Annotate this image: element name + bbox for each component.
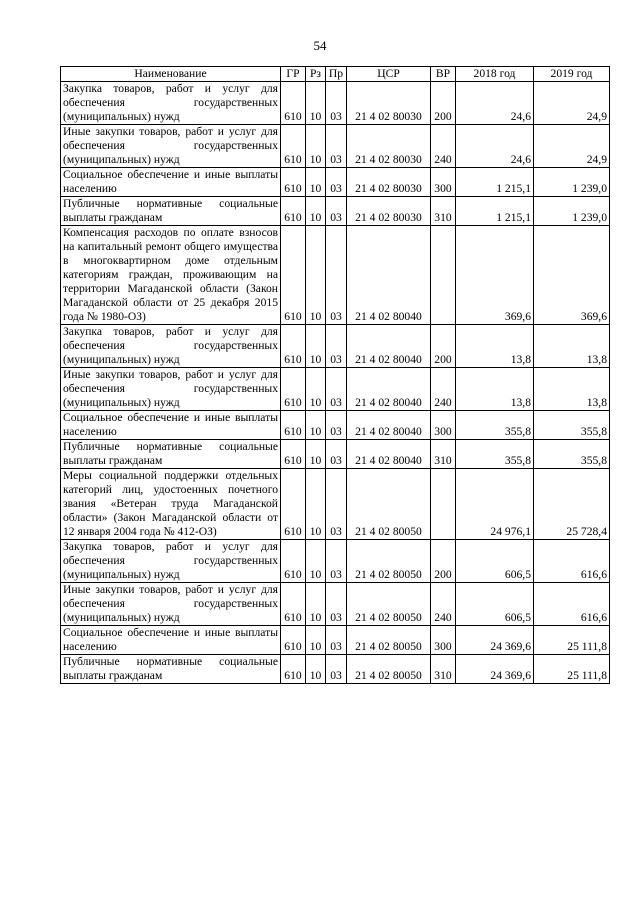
row-pr-cell: 03 <box>326 125 347 168</box>
row-2018-cell: 24,6 <box>456 82 534 125</box>
row-gr-cell: 610 <box>281 368 306 411</box>
row-csr-cell: 21 4 02 80050 <box>347 626 431 655</box>
row-2019-cell: 355,8 <box>534 411 610 440</box>
row-2019-cell: 25 111,8 <box>534 655 610 684</box>
row-2018-cell: 355,8 <box>456 411 534 440</box>
header-year-2019: 2019 год <box>534 67 610 82</box>
row-vr-cell: 200 <box>431 82 456 125</box>
budget-table <box>60 66 610 684</box>
row-csr-cell: 21 4 02 80040 <box>347 325 431 368</box>
row-pr-cell: 03 <box>326 168 347 197</box>
table-row <box>61 82 610 125</box>
row-vr-cell: 310 <box>431 655 456 684</box>
row-vr-cell <box>431 226 456 325</box>
row-rz-cell: 10 <box>306 226 326 325</box>
row-2019-cell: 24,9 <box>534 82 610 125</box>
row-csr-cell: 21 4 02 80050 <box>347 583 431 626</box>
row-2019-cell: 13,8 <box>534 325 610 368</box>
row-gr-cell: 610 <box>281 197 306 226</box>
row-rz-cell: 10 <box>306 411 326 440</box>
row-name-cell: Иные закупки товаров, работ и услуг для обеспечения государственных (муниципальных) нужд <box>61 583 281 626</box>
row-2019-cell: 616,6 <box>534 583 610 626</box>
table-row <box>61 469 610 540</box>
table-row <box>61 168 610 197</box>
row-pr-cell: 03 <box>326 540 347 583</box>
row-vr-cell: 200 <box>431 540 456 583</box>
row-pr-cell: 03 <box>326 82 347 125</box>
header-name: Наименование <box>61 67 281 82</box>
table-row <box>61 226 610 325</box>
row-2018-cell: 13,8 <box>456 368 534 411</box>
row-vr-cell: 300 <box>431 411 456 440</box>
row-name-cell: Меры социальной поддержки отдельных категорий лиц, удостоенных почетного звания «Ветеран труда Магаданской области» (Закон Магаданской области от 12 января 2004 года № 412-ОЗ) <box>61 469 281 540</box>
row-vr-cell: 240 <box>431 368 456 411</box>
row-name-cell: Публичные нормативные социальные выплаты гражданам <box>61 440 281 469</box>
row-csr-cell: 21 4 02 80040 <box>347 368 431 411</box>
row-gr-cell: 610 <box>281 626 306 655</box>
row-rz-cell: 10 <box>306 583 326 626</box>
table-row <box>61 440 610 469</box>
row-name-cell: Социальное обеспечение и иные выплаты населению <box>61 168 281 197</box>
row-2018-cell: 13,8 <box>456 325 534 368</box>
row-gr-cell: 610 <box>281 82 306 125</box>
row-gr-cell: 610 <box>281 168 306 197</box>
row-name-cell: Публичные нормативные социальные выплаты гражданам <box>61 655 281 684</box>
row-gr-cell: 610 <box>281 125 306 168</box>
row-csr-cell: 21 4 02 80030 <box>347 82 431 125</box>
row-name-cell: Социальное обеспечение и иные выплаты населению <box>61 626 281 655</box>
header-vr: ВР <box>431 67 456 82</box>
row-pr-cell: 03 <box>326 325 347 368</box>
row-2018-cell: 606,5 <box>456 583 534 626</box>
row-name-cell: Закупка товаров, работ и услуг для обеспечения государственных (муниципальных) нужд <box>61 82 281 125</box>
row-2019-cell: 1 239,0 <box>534 168 610 197</box>
row-gr-cell: 610 <box>281 411 306 440</box>
table-row <box>61 197 610 226</box>
table-row <box>61 655 610 684</box>
row-pr-cell: 03 <box>326 626 347 655</box>
table-row <box>61 325 610 368</box>
row-pr-cell: 03 <box>326 440 347 469</box>
table-row <box>61 626 610 655</box>
row-vr-cell: 240 <box>431 125 456 168</box>
header-rz: Рз <box>306 67 326 82</box>
row-pr-cell: 03 <box>326 197 347 226</box>
row-name-cell: Социальное обеспечение и иные выплаты населению <box>61 411 281 440</box>
header-gr: ГР <box>281 67 306 82</box>
row-pr-cell: 03 <box>326 411 347 440</box>
row-rz-cell: 10 <box>306 168 326 197</box>
row-pr-cell: 03 <box>326 469 347 540</box>
row-csr-cell: 21 4 02 80050 <box>347 655 431 684</box>
row-2018-cell: 24 976,1 <box>456 469 534 540</box>
row-2018-cell: 24 369,6 <box>456 626 534 655</box>
table-header-row <box>61 67 610 82</box>
row-2018-cell: 606,5 <box>456 540 534 583</box>
row-rz-cell: 10 <box>306 368 326 411</box>
row-gr-cell: 610 <box>281 325 306 368</box>
row-name-cell: Иные закупки товаров, работ и услуг для обеспечения государственных (муниципальных) нужд <box>61 368 281 411</box>
row-rz-cell: 10 <box>306 197 326 226</box>
row-gr-cell: 610 <box>281 469 306 540</box>
row-pr-cell: 03 <box>326 655 347 684</box>
row-2019-cell: 25 111,8 <box>534 626 610 655</box>
row-name-cell: Иные закупки товаров, работ и услуг для обеспечения государственных (муниципальных) нужд <box>61 125 281 168</box>
row-2018-cell: 1 215,1 <box>456 197 534 226</box>
table-row <box>61 368 610 411</box>
row-pr-cell: 03 <box>326 226 347 325</box>
row-rz-cell: 10 <box>306 325 326 368</box>
row-rz-cell: 10 <box>306 469 326 540</box>
row-csr-cell: 21 4 02 80050 <box>347 469 431 540</box>
row-rz-cell: 10 <box>306 440 326 469</box>
row-vr-cell: 300 <box>431 168 456 197</box>
row-name-cell: Закупка товаров, работ и услуг для обеспечения государственных (муниципальных) нужд <box>61 325 281 368</box>
row-gr-cell: 610 <box>281 226 306 325</box>
row-2019-cell: 13,8 <box>534 368 610 411</box>
row-2019-cell: 25 728,4 <box>534 469 610 540</box>
table-row <box>61 540 610 583</box>
row-vr-cell: 310 <box>431 440 456 469</box>
row-csr-cell: 21 4 02 80030 <box>347 197 431 226</box>
row-csr-cell: 21 4 02 80040 <box>347 411 431 440</box>
row-2018-cell: 355,8 <box>456 440 534 469</box>
row-name-cell: Публичные нормативные социальные выплаты гражданам <box>61 197 281 226</box>
row-2018-cell: 1 215,1 <box>456 168 534 197</box>
row-csr-cell: 21 4 02 80040 <box>347 226 431 325</box>
row-vr-cell: 310 <box>431 197 456 226</box>
row-2018-cell: 369,6 <box>456 226 534 325</box>
row-2018-cell: 24,6 <box>456 125 534 168</box>
row-gr-cell: 610 <box>281 540 306 583</box>
row-vr-cell: 200 <box>431 325 456 368</box>
table-body <box>61 82 610 684</box>
row-vr-cell: 240 <box>431 583 456 626</box>
table-row <box>61 411 610 440</box>
row-2019-cell: 616,6 <box>534 540 610 583</box>
header-csr: ЦСР <box>347 67 431 82</box>
row-csr-cell: 21 4 02 80050 <box>347 540 431 583</box>
header-pr: Пр <box>326 67 347 82</box>
row-csr-cell: 21 4 02 80040 <box>347 440 431 469</box>
row-csr-cell: 21 4 02 80030 <box>347 125 431 168</box>
row-vr-cell: 300 <box>431 626 456 655</box>
row-2019-cell: 24,9 <box>534 125 610 168</box>
row-pr-cell: 03 <box>326 583 347 626</box>
row-rz-cell: 10 <box>306 82 326 125</box>
row-rz-cell: 10 <box>306 655 326 684</box>
row-csr-cell: 21 4 02 80030 <box>347 168 431 197</box>
row-gr-cell: 610 <box>281 583 306 626</box>
row-name-cell: Компенсация расходов по оплате взносов на капитальный ремонт общего имущества в многоквартирном доме отдельным категориям граждан, проживающим на территории Магаданской области (Закон Магаданской области от 25 декабря 2015 года № 1980-ОЗ) <box>61 226 281 325</box>
row-2019-cell: 355,8 <box>534 440 610 469</box>
row-pr-cell: 03 <box>326 368 347 411</box>
table-row <box>61 125 610 168</box>
row-vr-cell <box>431 469 456 540</box>
row-rz-cell: 10 <box>306 125 326 168</box>
row-gr-cell: 610 <box>281 440 306 469</box>
row-rz-cell: 10 <box>306 540 326 583</box>
row-2018-cell: 24 369,6 <box>456 655 534 684</box>
row-2019-cell: 1 239,0 <box>534 197 610 226</box>
page-number: 54 <box>313 38 327 53</box>
table-row <box>61 583 610 626</box>
row-rz-cell: 10 <box>306 626 326 655</box>
row-name-cell: Закупка товаров, работ и услуг для обеспечения государственных (муниципальных) нужд <box>61 540 281 583</box>
row-gr-cell: 610 <box>281 655 306 684</box>
row-2019-cell: 369,6 <box>534 226 610 325</box>
header-year-2018: 2018 год <box>456 67 534 82</box>
